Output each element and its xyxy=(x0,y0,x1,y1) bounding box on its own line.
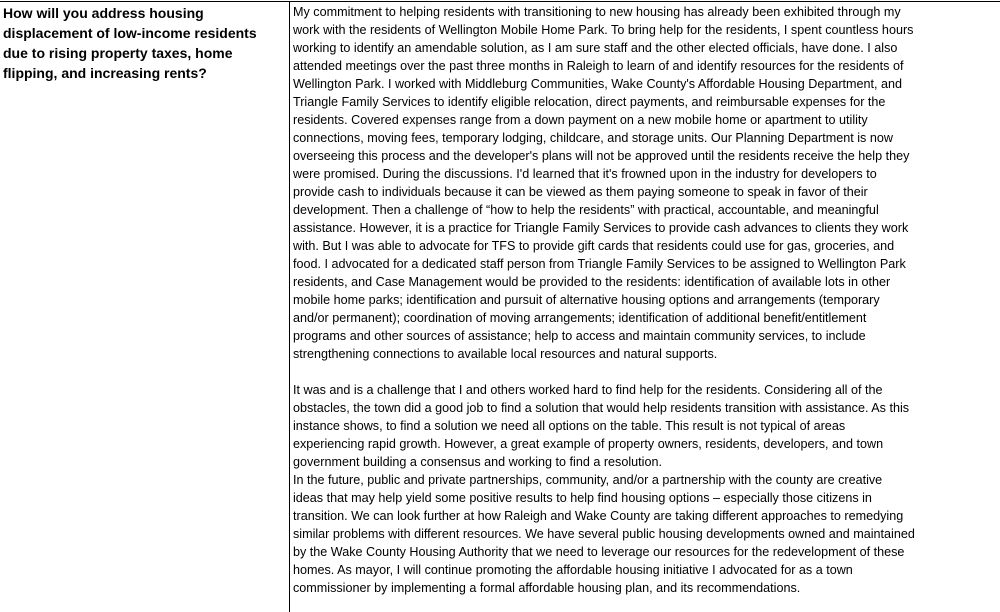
answer-line: instance shows, to find a solution we need all options on the table. This result is not typical of areas xyxy=(293,419,846,433)
answer-line: residents. Covered expenses range from a down payment on a new mobile home or apartment to utility xyxy=(293,113,868,127)
question-line: How will you address housing xyxy=(3,5,204,21)
answer-line: assistance. However, it is a practice for Triangle Family Services to provide cash advances to clients they work xyxy=(293,221,909,235)
answer-line: homes. As mayor, I will continue promoting the affordable housing initiative I advocated for as a town xyxy=(293,563,853,577)
answer-line: programs and other sources of assistance; help to access and maintain community services, to include xyxy=(293,329,866,343)
answer-line: attended meetings over the past three months in Raleigh to learn of and identify resources for the residents of xyxy=(293,59,904,73)
answer-line: provide cash to individuals because it can be viewed as them paying someone to speak in favor of their xyxy=(293,185,868,199)
paragraph-spacer xyxy=(293,363,1000,381)
question-line: displacement of low-income residents xyxy=(3,25,257,41)
answer-line: food. I advocated for a dedicated staff person from Triangle Family Services to be assigned to Wellington Park xyxy=(293,257,906,271)
answer-line: experiencing rapid growth. However, a great example of property owners, residents, developers, and town xyxy=(293,437,884,451)
question-line: flipping, and increasing rents? xyxy=(3,65,207,81)
answer-line: were promised. During the discussions. I'd learned that it's frowned upon in the industry for developers to xyxy=(293,167,877,181)
answer-line: mobile home parks; identification and pursuit of alternative housing options and arrangements (temporary xyxy=(293,293,880,307)
answer-line: It was and is a challenge that I and others worked hard to find help for the residents. Considering all of the xyxy=(293,383,883,397)
answer-cell[interactable] xyxy=(293,3,1000,597)
answer-line: with. But I was able to advocate for TFS to provide gift cards that residents could use for gas, groceries, and xyxy=(293,239,895,253)
answer-line: government building a consensus and working to find a resolution. xyxy=(293,455,662,469)
answer-line: In the future, public and private partnerships, community, and/or a partnership with the county are creative xyxy=(293,473,883,487)
answer-line: residents, and Case Management would be provided to the residents: identification of available lots in other xyxy=(293,275,891,289)
answer-line: Triangle Family Services to identify eligible relocation, direct payments, and reimbursable expenses for the xyxy=(293,95,886,109)
answer-line: similar problems with different resources. We have several public housing developments owned and maintained xyxy=(293,527,915,541)
question-cell[interactable] xyxy=(3,3,285,83)
answer-line: obstacles, the town did a good job to find a solution that would help residents transition with assistance. As this xyxy=(293,401,910,415)
answer-line: work with the residents of Wellington Mobile Home Park. To bring help for the residents, I spent countless hours xyxy=(293,23,914,37)
answer-line: development. Then a challenge of “how to help the residents” with practical, accountable, and meaningful xyxy=(293,203,879,217)
answer-line: connections, moving fees, temporary lodging, childcare, and storage units. Our Planning Department is now xyxy=(293,131,893,145)
question-line: due to rising property taxes, home xyxy=(3,45,233,61)
answer-line: My commitment to helping residents with transitioning to new housing has already been exhibited through my xyxy=(293,5,901,19)
column-divider xyxy=(289,1,290,612)
answer-line: transition. We can look further at how Raleigh and Wake County are taking different approaches to remedying xyxy=(293,509,904,523)
answer-paragraph-1 xyxy=(293,3,1000,363)
answer-line: ideas that may help yield some positive results to help find housing options – especially those citizens in xyxy=(293,491,872,505)
answer-line: and/or permanent); coordination of moving arrangements; identification of additional benefit/entitlement xyxy=(293,311,867,325)
answer-paragraph-2 xyxy=(293,381,1000,471)
answer-line: strengthening connections to available local resources and natural supports. xyxy=(293,347,718,361)
answer-line: commissioner by implementing a formal affordable housing plan, and its recommendations. xyxy=(293,581,801,595)
answer-line: overseeing this process and the developer's plans will not be approved until the residents receive the help they xyxy=(293,149,910,163)
answer-line: working to identify an amendable solution, as I am sure staff and the other elected officials, have done. I also xyxy=(293,41,898,55)
answer-line: by the Wake County Housing Authority that we need to leverage our resources for the redevelopment of these xyxy=(293,545,905,559)
answer-line: Wellington Park. I worked with Middleburg Communities, Wake County's Affordable Housing Department, and xyxy=(293,77,903,91)
answer-paragraph-3 xyxy=(293,471,1000,597)
top-cell-border xyxy=(0,1,1000,2)
